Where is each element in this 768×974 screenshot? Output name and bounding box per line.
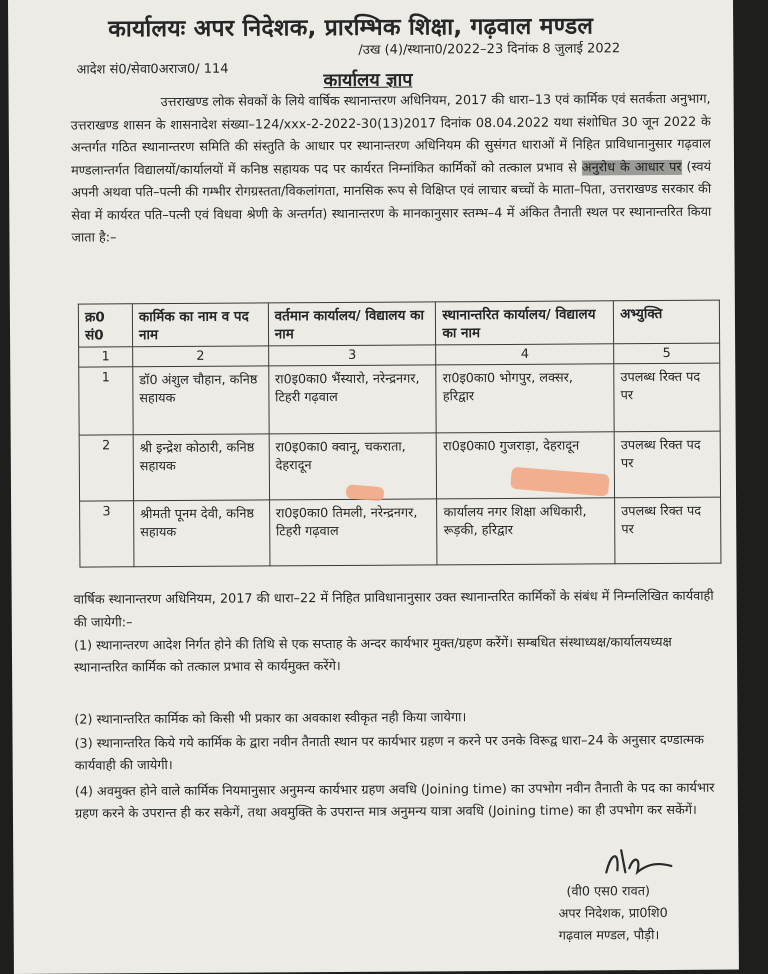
cell-transferred-office: कार्यालय नगर शिक्षा अधिकारी, रूड़की, हरिद्वार <box>437 498 615 565</box>
column-number: 5 <box>614 343 720 364</box>
intro-text-start: उत्तराखण्ड लोक सेवकों के लिये वार्षिक स्थानान्तरण अधिनियम, 2017 की धारा–13 एवं कार्मिक एवं सतर्कता अनुभाग, उत्तराखण्ड शासन के शासनादेश संख्या–124/xxx-2-2022-30(13)2017 दिनांक 08.04.2022 यथा संशोधित 30 जून 2022 के अन्तर्गत गठित स्थानान्तरण समिति की संस्तुति के आधार पर स्थानान्तरण अधिनियम की सुसंगत धाराओं में निहित प्राविधानानुसार गढ़वाल मण्डलान्तर्गत विद्यालयों/कार्यालयों में कनिष्ठ सहायक पद पर कार्यरत निम्नांकित कार्मिकों को तत्काल प्रभाव से <box>70 91 711 179</box>
signature-block <box>558 881 668 948</box>
header-employee: कार्मिक का नाम व पद नाम <box>132 303 268 347</box>
orange-marker-stroke <box>346 484 385 501</box>
header-serial: क्र0 सं0 <box>78 304 132 347</box>
followup-intro: वार्षिक स्थानान्तरण अधिनियम, 2017 की धारा–22 में निहित प्राविधानानुसार उक्त स्थानान्तरित कार्मिकों के संबंध में निम्नलिखित कार्यवाही की जायेगी:– <box>73 588 714 631</box>
cell-employee: डॉ0 अंशुल चौहान, कनिष्ठ सहायक <box>133 366 269 435</box>
instruction-item-3: (3) स्थानान्तरित किये गये कार्मिक के द्वारा नवीन तैनाती स्थान पर कार्यभार ग्रहण न करने पर उनके विरूद्व धारा–24 के अनुसार दण्डात्मक कार्यवाही की जायेगी। <box>74 732 705 774</box>
column-number: 4 <box>436 344 614 365</box>
order-number: आदेश सं0/सेवा0अराज0/ 114 <box>76 61 229 78</box>
intro-highlight: अनुरोध के आधार पर <box>581 159 682 175</box>
cell-remark: उपलब्ध रिक्त पद पर <box>614 431 720 498</box>
cell-current-office: रा0इ0का0 क्वानू, चकराता, देहरादून <box>269 433 437 500</box>
cell-current-office: रा0इ0का0 तिमली, नरेन्द्रनगर, टिहरी गढ़वाल <box>269 499 437 566</box>
signatory-name: (वी0 एस0 रावत) <box>566 884 651 900</box>
cell-employee: श्री इन्द्रेश कोठारी, कनिष्ठ सहायक <box>133 434 269 501</box>
office-title: कार्यालयः अपर निदेशक, प्रारम्भिक शिक्षा, गढ़वाल मण्डल <box>108 13 594 43</box>
cell-serial: 1 <box>79 367 133 435</box>
cell-remark: उपलब्ध रिक्त पद पर <box>615 497 721 564</box>
cell-employee: श्रीमती पूनम देवी, कनिष्ठ सहायक <box>133 500 269 567</box>
table-header-row <box>78 300 719 347</box>
table-row <box>79 431 720 501</box>
transfer-table <box>78 300 722 568</box>
table-row <box>80 497 721 567</box>
signatory-office: गढ़वाल मण्डल, पौड़ी। <box>558 928 660 944</box>
intro-paragraph <box>71 89 712 250</box>
header-transferred-office: स्थानान्तरित कार्यालय/ विद्यालय का नाम <box>436 301 614 345</box>
column-number: 1 <box>79 347 133 367</box>
column-number: 3 <box>268 345 436 366</box>
instruction-item-4: (4) अवमुक्त होने वाले कार्मिक नियमानुसार अनुमन्य कार्यभार ग्रहण अवधि (Joining time) का उपभोग नवीन तैनाती के पद का कार्यभार ग्रहण करने के उपरान्त ही कर सकेगें, तथा अवमुक्ति के उपरान्त मात्र अनुमन्य यात्रा अवधि (Joining time) का ही उपभोग कर सकेंगें। <box>74 780 715 822</box>
intro-text-end: (स्वयं अपनी अथवा पति–पत्नी की गम्भीर रोगग्रस्तता/विकलांगता, मानसिक रूप से विक्षिप्त एवं लाचार बच्चों के माता–पिता, उत्तराखण्ड सरकार की सेवा में कार्यरत पति–पत्नी एवं विधवा श्रेणी के अन्तर्गत) स्थानान्तरण के मानकानुसार स्तम्भ–4 में अंकित तैनाती स्थल पर स्थानान्तरित किया जाता है:– <box>71 159 712 246</box>
cell-remark: उपलब्ध रिक्त पद पर <box>614 363 720 432</box>
header-current-office: वर्तमान कार्यालय/ विद्यालय का नाम <box>268 302 436 346</box>
table-row <box>79 363 720 435</box>
instruction-item-1: (1) स्थानान्तरण आदेश निर्गत होने की तिथि से एक सप्ताह के अन्दर कार्यभार मुक्त/ग्रहण करेंगें। सम्बधित संस्थाध्यक्ष/कार्यालयध्यक्ष स्थानान्तरित कार्मिक को तत्काल प्रभाव से कार्यमुक्त करेंगे। <box>73 634 672 676</box>
header-remark: अभ्युक्ति <box>613 300 719 344</box>
cell-current-office: रा0इ0का0 भैंस्यारो, नरेन्द्रनगर, टिहरी गढ़वाल <box>268 365 436 434</box>
instruction-item-2: (2) स्थानान्तरित कार्मिक को किसी भी प्रकार का अवकाश स्वीकृत नही किया जायेगा। <box>74 710 467 728</box>
cell-transferred-office: रा0इ0का0 भोगपुर, लक्सर, हरिद्वार <box>436 364 614 433</box>
document-page <box>8 0 739 974</box>
cell-transferred-office: रा0इ0का0 गुजराड़ा, देहरादून <box>437 432 615 499</box>
column-number: 2 <box>133 346 269 367</box>
reference-line: /उख (4)/स्थाना0/2022–23 दिनांक 8 जुलाई 2022 <box>358 41 621 58</box>
memo-title: कार्यालय ज्ञाप <box>323 69 413 92</box>
cell-serial: 2 <box>79 435 133 501</box>
signature-scribble <box>601 842 681 882</box>
signatory-designation: अपर निदेशक, प्रा0शि0 <box>558 905 668 922</box>
cell-serial: 3 <box>80 501 134 567</box>
